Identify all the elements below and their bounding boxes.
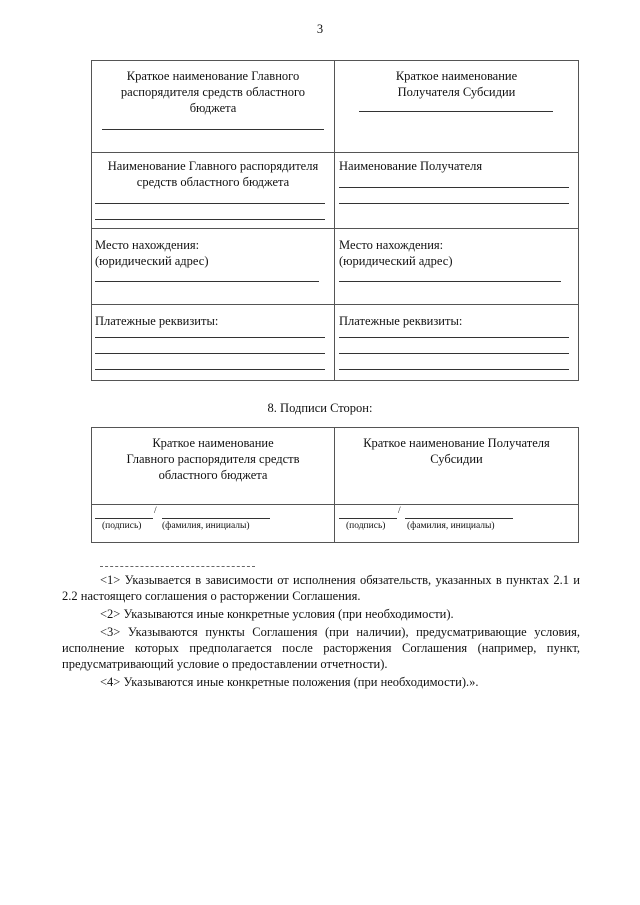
right-address-sublabel: (юридический адрес) [339, 254, 453, 268]
right-name-label: (фамилия, инициалы) [407, 521, 495, 531]
footnote-3 [62, 624, 580, 672]
signatures-table [91, 427, 579, 543]
right-full-name-cell [335, 153, 579, 229]
right-address-cell [335, 229, 579, 305]
right-signature-blank[interactable] [339, 518, 397, 519]
left-payment-blank-1[interactable] [95, 337, 325, 338]
footnote-1-text: Указывается в зависимости от исполнения обязательств, указанных в пунктах 2.1 и 2.2 настоящего соглашения о расторжении Соглашения. [62, 573, 580, 603]
footnote-3-text: Указываются пункты Соглашения (при наличии), предусматривающие условия, исполнение которых предполагается после расторжения Соглашения (например, пункт, предусматривающий условие о предоставлении отчетности). [62, 625, 580, 671]
footnote-4-text: Указываются иные конкретные положения (при необходимости).». [123, 675, 479, 689]
footnote-2-marker: <2> [100, 607, 121, 621]
left-address-sublabel: (юридический адрес) [95, 254, 209, 268]
left-address-label: Место нахождения: [95, 238, 200, 252]
right-signature-slash: / [398, 506, 401, 516]
requisites-table [91, 60, 579, 381]
left-signature-slash: / [154, 506, 157, 516]
left-short-name-cell [92, 61, 335, 153]
page-number: 3 [316, 22, 324, 36]
left-signature-cell [92, 505, 335, 543]
left-payment-label: Платежные реквизиты: [95, 314, 219, 328]
left-address-blank[interactable] [95, 281, 319, 282]
right-signature-label: (подпись) [346, 521, 386, 531]
left-signature-label: (подпись) [102, 521, 142, 531]
left-full-name-line-1: Наименование Главного распорядителя [107, 159, 319, 173]
right-address-blank[interactable] [339, 281, 561, 282]
footnote-4-marker: <4> [100, 675, 121, 689]
left-signatory-line-2: Главного распорядителя средств [126, 452, 300, 466]
footnote-3-marker: <3> [100, 625, 121, 639]
left-full-name-cell [92, 153, 335, 229]
footnote-1 [62, 572, 580, 604]
left-signatory-line-3: областного бюджета [158, 468, 268, 482]
footnote-1-marker: <1> [100, 573, 121, 587]
right-full-name-label: Наименование Получателя [339, 159, 483, 173]
footnote-separator [100, 566, 255, 567]
left-address-cell [92, 229, 335, 305]
left-full-name-blank-2[interactable] [95, 219, 325, 220]
right-signature-cell [335, 505, 579, 543]
left-name-label: (фамилия, инициалы) [162, 521, 250, 531]
right-payment-blank-1[interactable] [339, 337, 569, 338]
left-short-name-line-1: Краткое наименование Главного [126, 69, 300, 83]
left-payment-blank-2[interactable] [95, 353, 325, 354]
signatures-section-title: 8. Подписи Сторон: [267, 401, 373, 415]
right-payment-blank-2[interactable] [339, 353, 569, 354]
left-payment-blank-3[interactable] [95, 369, 325, 370]
footnote-4 [62, 674, 580, 690]
right-signatory-header-cell [335, 428, 579, 505]
footnote-2 [62, 606, 580, 622]
right-full-name-blank-2[interactable] [339, 203, 569, 204]
right-short-name-cell [335, 61, 579, 153]
right-signatory-line-2: Субсидии [430, 452, 483, 466]
left-signatory-line-1: Краткое наименование [152, 436, 274, 450]
right-name-blank[interactable] [405, 518, 513, 519]
right-full-name-blank-1[interactable] [339, 187, 569, 188]
right-short-name-blank[interactable] [359, 111, 553, 112]
right-signatory-line-1: Краткое наименование Получателя [363, 436, 550, 450]
left-full-name-blank-1[interactable] [95, 203, 325, 204]
left-full-name-line-2: средств областного бюджета [136, 175, 290, 189]
right-payment-blank-3[interactable] [339, 369, 569, 370]
right-address-label: Место нахождения: [339, 238, 444, 252]
right-short-name-line-1: Краткое наименование [395, 69, 518, 83]
left-name-blank[interactable] [162, 518, 270, 519]
right-payment-label: Платежные реквизиты: [339, 314, 463, 328]
left-signature-blank[interactable] [95, 518, 153, 519]
left-short-name-blank[interactable] [102, 129, 324, 130]
footnote-2-text: Указываются иные конкретные условия (при необходимости). [123, 607, 454, 621]
left-short-name-line-2: распорядителя средств областного [120, 85, 306, 99]
left-payment-cell [92, 305, 335, 381]
right-short-name-line-2: Получателя Субсидии [397, 85, 516, 99]
left-short-name-line-3: бюджета [189, 101, 237, 115]
left-signatory-header-cell [92, 428, 335, 505]
right-payment-cell [335, 305, 579, 381]
